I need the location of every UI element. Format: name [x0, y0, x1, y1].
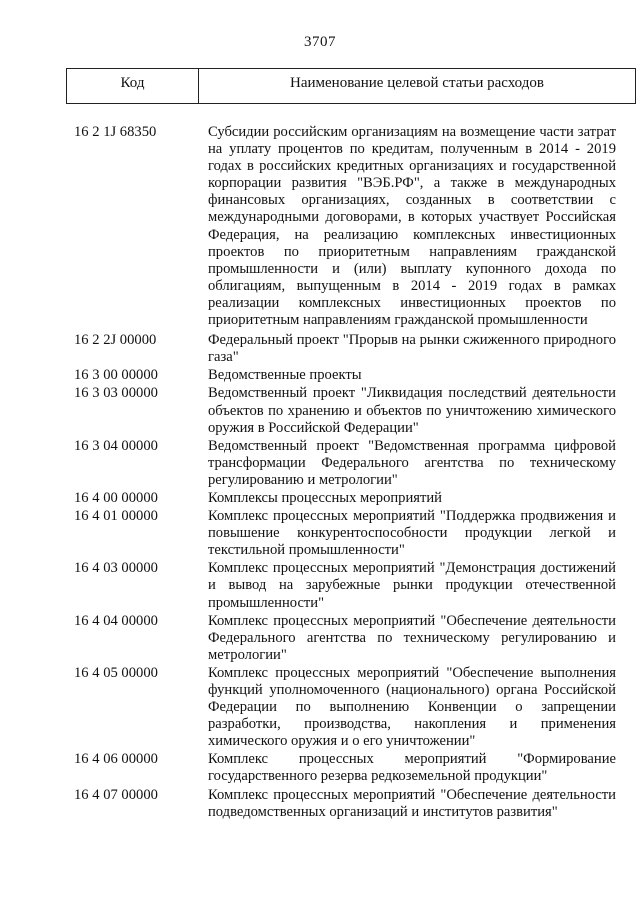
row-code: 16 3 04 00000 [74, 437, 158, 454]
table-row [0, 665, 640, 750]
table-row [0, 124, 640, 329]
row-name: Комплекс процессных мероприятий "Обеспечение выполнения функций уполномоченного (национального) органа Российской Федерации по выполнению Конвенции о запрещении разработки, производства, накопления и применения химического оружия и о его уничтожении" [208, 664, 616, 750]
row-code: 16 4 00 00000 [74, 489, 158, 506]
table-row [0, 508, 640, 559]
row-code: 16 4 01 00000 [74, 508, 158, 525]
table-row [0, 751, 640, 785]
row-code: 16 3 03 00000 [74, 385, 158, 402]
table-row [0, 438, 640, 489]
row-name: Комплекс процессных мероприятий "Обеспечение деятельности подведомственных организаций и институтов развития" [208, 786, 616, 820]
row-code: 16 4 04 00000 [74, 612, 158, 629]
row-code: 16 2 2J 00000 [74, 332, 157, 349]
row-name: Ведомственный проект "Ведомственная программа цифровой трансформации Федерального агентства по техническому регулированию и метрологии" [208, 437, 616, 488]
row-name: Комплекс процессных мероприятий "Обеспечение деятельности Федерального агентства по техническому регулированию и метрологии" [208, 612, 616, 663]
table-row [0, 385, 640, 436]
table-row [0, 787, 640, 821]
row-code: 16 4 05 00000 [74, 664, 158, 681]
table-row [0, 367, 640, 384]
row-code: 16 4 07 00000 [74, 786, 158, 803]
row-name: Комплекс процессных мероприятий "Формирование государственного резерва редкоземельной продукции" [208, 751, 616, 785]
row-code: 16 4 03 00000 [74, 560, 158, 577]
row-name: Комплексы процессных мероприятий [208, 489, 442, 506]
table-row [0, 332, 640, 366]
page-number: 3707 [304, 34, 336, 50]
row-name: Комплекс процессных мероприятий "Демонстрация достижений и вывод на зарубежные рынки продукции отечественной промышленности" [208, 560, 616, 611]
table-row [0, 560, 640, 611]
row-code: 16 2 1J 68350 [74, 124, 157, 140]
row-name: Федеральный проект "Прорыв на рынки сжиженного природного газа" [208, 332, 616, 366]
table-row [0, 613, 640, 664]
table-header [66, 68, 636, 104]
budget-items-list [0, 124, 640, 821]
name-column-header: Наименование целевой статьи расходов [290, 75, 544, 91]
row-name: Ведомственные проекты [208, 367, 362, 384]
row-code: 16 3 00 00000 [74, 367, 158, 384]
row-name: Комплекс процессных мероприятий "Поддержка продвижения и повышение конкурентоспособности продукции легкой и текстильной промышленности" [208, 508, 616, 559]
table-row [0, 490, 640, 507]
code-column-header: Код [67, 69, 199, 103]
row-name: Субсидии российским организациям на возмещение части затрат на уплату процентов по кредитам, полученным в 2014 - 2019 годах в российских кредитных организациях и государственной корпорации развития "ВЭБ.РФ", а также в международных финансовых организациях, созданных в соответствии с международными договорами, в которых участвует Российская Федерация, на реализацию комплексных инвестиционных проектов по приоритетным направлениям гражданской промышленности и (или) выплату купонного дохода по облигациям, выпущенным в 2014 - 2019 годах в рамках реализации комплексных инвестиционных проектов по приоритетным направлениям гражданской промышленности [208, 124, 616, 329]
row-name: Ведомственный проект "Ликвидация последствий деятельности объектов по хранению и объектов по уничтожению химического оружия в Российской Федерации" [208, 385, 616, 436]
row-code: 16 4 06 00000 [74, 751, 158, 768]
